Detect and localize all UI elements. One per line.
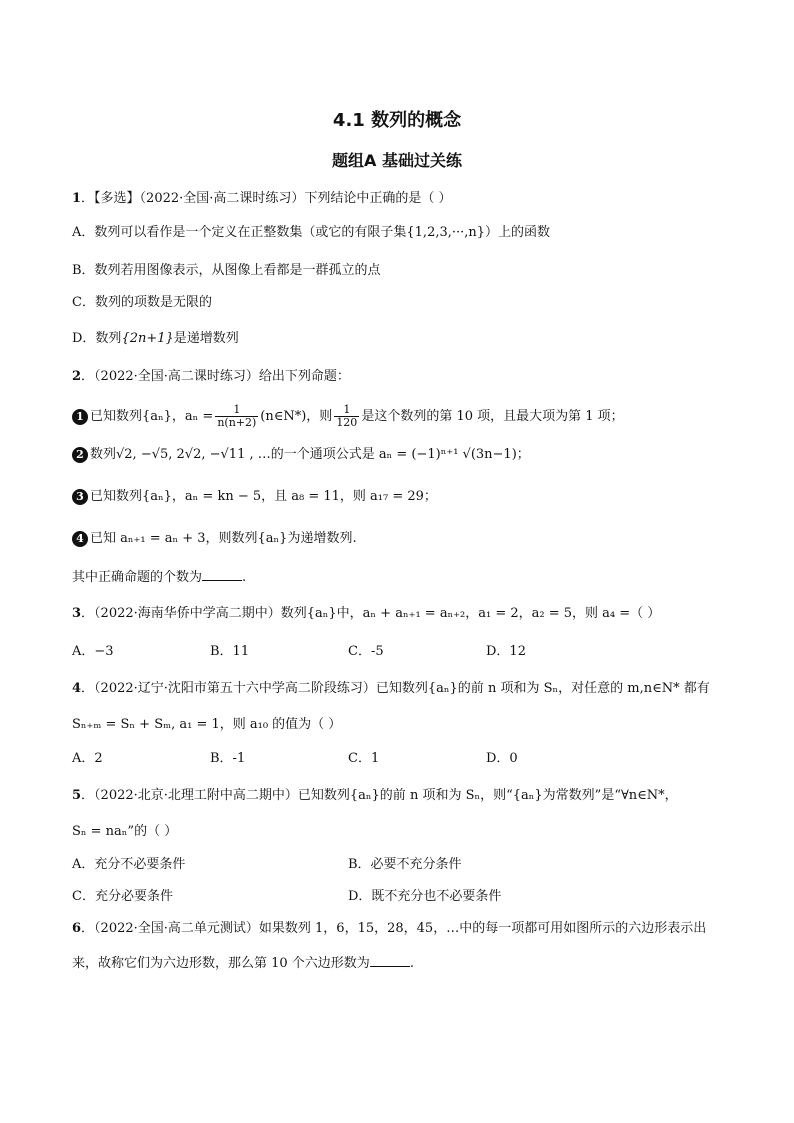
claim-text: 已知数列{aₙ}，aₙ = kn − 5，且 a₈ = 11，则 a₁₇ = 29；: [90, 489, 437, 504]
question-3-option-a: A．−3: [72, 644, 114, 659]
question-4-option-c: C．1: [348, 751, 380, 766]
question-number: 1: [72, 191, 82, 206]
question-2-claim-1: [72, 404, 624, 429]
section-subtitle: 题组A 基础过关练: [332, 151, 462, 170]
question-2-stem: [72, 368, 350, 386]
question-number: 6: [72, 921, 82, 936]
question-5-option-c: C．充分必要条件: [72, 889, 173, 904]
question-text: 来，故称它们为六边形数，那么第 10 个六边形数为: [72, 956, 370, 971]
question-5-option-a: A．充分不必要条件: [72, 857, 186, 872]
question-4-option-d: D．0: [486, 751, 518, 766]
question-1-option-a: A．数列可以看作是一个定义在正整数集（或它的有限子集{1,2,3,···,n}）上的函数: [72, 225, 551, 240]
page-title: 4.1 数列的概念: [332, 110, 462, 131]
claim-text: 已知 aₙ₊₁ = aₙ + 3，则数列{aₙ}为递增数列.: [90, 531, 357, 546]
claim-text: 数列√2, −√5, 2√2, −√11 , …的一个通项公式是 aₙ = (−1)ⁿ⁺¹ √(3n−1)；: [90, 447, 530, 462]
question-5-option-d: D．既不充分也不必要条件: [348, 889, 502, 904]
circled-number-4: 4: [72, 531, 88, 547]
question-3-option-b: B．11: [210, 644, 250, 659]
question-number: 3: [72, 606, 82, 621]
question-2-claim-3: [72, 488, 437, 506]
question-number: 5: [72, 788, 82, 803]
claim-text: 已知数列{aₙ}，aₙ =: [90, 409, 214, 424]
question-text: ．【多选】（2022·全国·高二课时练习）下列结论中正确的是（ ）: [81, 191, 452, 206]
question-6-stem-line-2: [72, 954, 414, 973]
question-1-option-b: B．数列若用图像表示，从图像上看都是一群孤立的点: [72, 263, 381, 278]
fraction: [334, 404, 359, 429]
question-2-claim-2: [72, 446, 530, 464]
option-text: 是递增数列: [173, 331, 239, 346]
question-4-option-a: A．2: [72, 751, 103, 766]
question-1-option-d: [72, 330, 239, 348]
circled-number-2: 2: [72, 447, 88, 463]
fraction-numerator: 1: [215, 404, 258, 417]
question-2-claim-4: [72, 530, 357, 548]
fraction-denominator: n(n+2): [217, 416, 257, 429]
question-3-stem: [72, 605, 660, 623]
ask-end: .: [409, 956, 414, 971]
question-4-stem: [72, 680, 710, 698]
fraction-numerator: 1: [334, 404, 359, 417]
question-text: ．（2022·北京·北理工附中高二期中）已知数列{aₙ}的前 n 项和为 Sₙ，则“{aₙ}为常数列”是“∀n∈N*，: [81, 788, 678, 803]
answer-blank: [370, 954, 410, 967]
question-5-stem-line-2: Sₙ = naₙ”的（ ）: [72, 824, 178, 839]
question-2-ask: [72, 568, 246, 587]
math-expression: {2n+1}: [121, 331, 174, 346]
question-6-stem: [72, 920, 706, 938]
circled-number-3: 3: [72, 489, 88, 505]
question-5-stem: [72, 787, 678, 805]
answer-blank: [202, 568, 242, 581]
claim-text: (n∈N*)，则: [260, 409, 333, 424]
question-1-option-c: C．数列的项数是无限的: [72, 295, 212, 310]
question-text: ．（2022·海南华侨中学高二期中）数列{aₙ}中，aₙ + aₙ₊₁ = aₙ₊₂，a₁ = 2，a₂ = 5，则 a₄ =（ ）: [81, 606, 661, 621]
question-text: ．（2022·辽宁·沈阳市第五十六中学高二阶段练习）已知数列{aₙ}的前 n 项和为 Sₙ，对任意的 m,n∈N* 都有: [81, 681, 710, 696]
question-text: ．（2022·全国·高二单元测试）如果数列 1，6，15，28，45，…中的每一项都可用如图所示的六边形表示出: [81, 921, 707, 936]
question-3-option-c: C．-5: [348, 644, 384, 659]
ask-end: .: [242, 570, 247, 585]
question-4-stem-line-2: Sₙ₊ₘ = Sₙ + Sₘ, a₁ = 1，则 a₁₀ 的值为（ ）: [72, 717, 342, 732]
option-label: D．数列: [72, 331, 122, 346]
question-number: 4: [72, 681, 82, 696]
question-1-stem: [72, 190, 452, 208]
ask-text: 其中正确命题的个数为: [72, 570, 203, 585]
question-5-option-b: B．必要不充分条件: [348, 857, 462, 872]
question-text: ．（2022·全国·高二课时练习）给出下列命题：: [81, 369, 350, 384]
fraction-denominator: 120: [336, 416, 358, 429]
question-4-option-b: B．-1: [210, 751, 246, 766]
question-3-option-d: D．12: [486, 644, 526, 659]
fraction: [215, 404, 258, 429]
question-number: 2: [72, 369, 82, 384]
claim-text: 是这个数列的第 10 项，且最大项为第 1 项；: [361, 409, 624, 424]
circled-number-1: 1: [72, 409, 88, 425]
